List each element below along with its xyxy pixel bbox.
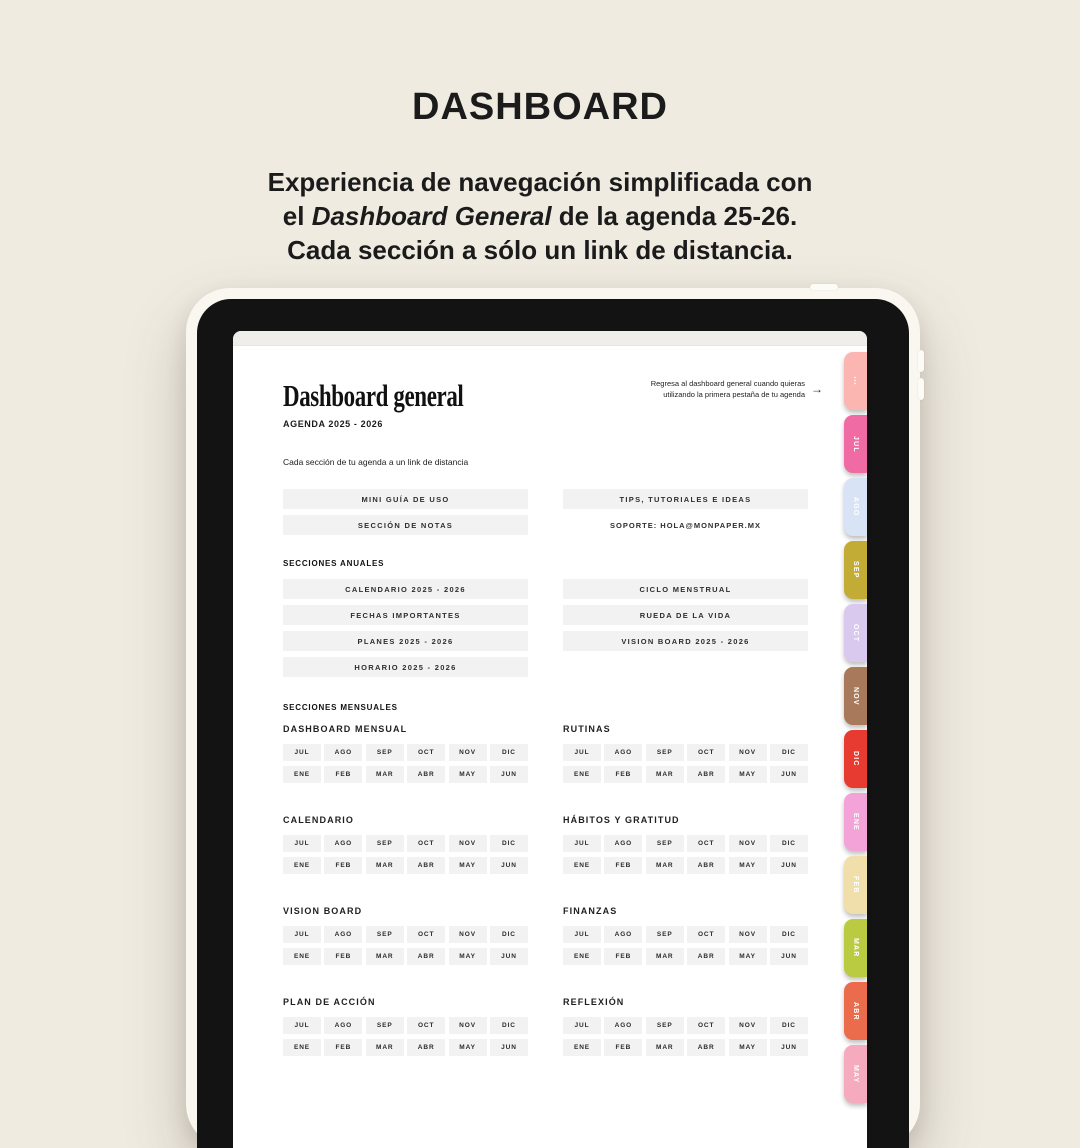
monthly-sections: [283, 724, 867, 1056]
month-link-oct[interactable]: OCT: [407, 835, 445, 852]
month-link-jun[interactable]: JUN: [490, 766, 528, 783]
side-tabs: [844, 352, 867, 1103]
tips-tutoriales-button[interactable]: TIPS, TUTORIALES E IDEAS: [563, 489, 808, 509]
tab-label-dashboard: ⋯: [850, 375, 861, 387]
month-link-ago[interactable]: AGO: [604, 744, 642, 761]
month-link-oct[interactable]: OCT: [687, 835, 725, 852]
month-link-oct[interactable]: OCT: [687, 926, 725, 943]
month-link-jul[interactable]: JUL: [283, 926, 321, 943]
month-link-abr[interactable]: ABR: [407, 948, 445, 965]
tab-nov[interactable]: [844, 667, 867, 725]
month-link-may[interactable]: MAY: [449, 857, 487, 874]
poster-subtitle-line2-pre: el: [282, 201, 312, 231]
annual-links: [283, 579, 867, 677]
month-grid-vision-board: [283, 926, 528, 965]
month-grid-habitos-y-gratitud: [563, 835, 808, 874]
poster-subtitle-line2-post: de la agenda 25-26.: [551, 201, 798, 231]
tab-label-abr: ABR: [852, 1001, 859, 1021]
tab-label-sep: SEP: [852, 561, 859, 579]
month-link-nov[interactable]: NOV: [449, 835, 487, 852]
month-link-dic[interactable]: DIC: [770, 835, 808, 852]
dashboard-page: [233, 346, 867, 1096]
tab-mar[interactable]: [844, 919, 867, 977]
tab-label-oct: OCT: [852, 623, 859, 643]
monthly-section-title: REFLEXIÓN: [563, 997, 625, 1007]
month-link-nov[interactable]: NOV: [729, 744, 767, 761]
monthly-heading: SECCIONES MENSUALES: [283, 703, 398, 712]
annual-heading: SECCIONES ANUALES: [283, 559, 385, 568]
month-link-mar[interactable]: MAR: [646, 948, 684, 965]
month-link-jun[interactable]: JUN: [770, 766, 808, 783]
tab-sep[interactable]: [844, 541, 867, 599]
tab-ene[interactable]: [844, 793, 867, 851]
monthly-section-title: PLAN DE ACCIÓN: [283, 997, 376, 1007]
tab-label-jul: JUL: [852, 435, 859, 453]
tab-ago[interactable]: [844, 478, 867, 536]
month-link-ene[interactable]: ENE: [283, 948, 321, 965]
month-link-ago[interactable]: AGO: [324, 1017, 362, 1034]
nav-note-line2: utilizando la primera pestaña de tu agenda: [663, 390, 805, 399]
month-link-sep[interactable]: SEP: [646, 926, 684, 943]
month-link-sep[interactable]: SEP: [366, 1017, 404, 1034]
month-link-jun[interactable]: JUN: [490, 948, 528, 965]
month-link-may[interactable]: MAY: [729, 857, 767, 874]
tablet-volume-down-button: [918, 378, 924, 400]
tab-label-may: MAY: [852, 1064, 859, 1084]
month-link-nov[interactable]: NOV: [729, 1017, 767, 1034]
tablet-volume-up-button: [918, 350, 924, 372]
monthly-section-title: HÁBITOS Y GRATITUD: [563, 815, 680, 825]
tab-oct[interactable]: [844, 604, 867, 662]
month-link-mar[interactable]: MAR: [646, 766, 684, 783]
quick-links-left: [283, 489, 528, 535]
month-link-ago[interactable]: AGO: [324, 926, 362, 943]
screen-topbar: [233, 331, 867, 346]
month-link-feb[interactable]: FEB: [604, 1039, 642, 1056]
tab-label-ago: AGO: [852, 497, 859, 517]
month-link-sep[interactable]: SEP: [366, 926, 404, 943]
month-link-jun[interactable]: JUN: [490, 1039, 528, 1056]
planes-2025-2026-button[interactable]: PLANES 2025 - 2026: [283, 631, 528, 651]
month-grid-dashboard-mensual: [283, 744, 528, 783]
monthly-section-title: CALENDARIO: [283, 815, 354, 825]
month-link-sep[interactable]: SEP: [646, 835, 684, 852]
tab-abr[interactable]: [844, 982, 867, 1040]
month-link-abr[interactable]: ABR: [687, 766, 725, 783]
month-link-oct[interactable]: OCT: [687, 1017, 725, 1034]
tablet-mockup: [186, 288, 920, 1148]
month-grid-calendario: [283, 835, 528, 874]
month-link-sep[interactable]: SEP: [646, 744, 684, 761]
month-link-may[interactable]: MAY: [449, 766, 487, 783]
month-link-jul[interactable]: JUL: [563, 744, 601, 761]
support-text: SOPORTE: HOLA@MONPAPER.MX: [610, 520, 761, 530]
month-link-mar[interactable]: MAR: [366, 1039, 404, 1056]
calendario-2025-2026-button[interactable]: CALENDARIO 2025 - 2026: [283, 579, 528, 599]
tablet-power-button: [810, 284, 838, 290]
month-link-ene[interactable]: ENE: [283, 857, 321, 874]
month-link-feb[interactable]: FEB: [324, 857, 362, 874]
month-link-mar[interactable]: MAR: [646, 857, 684, 874]
month-link-oct[interactable]: OCT: [407, 744, 445, 761]
month-link-ene[interactable]: ENE: [283, 1039, 321, 1056]
month-link-feb[interactable]: FEB: [324, 1039, 362, 1056]
month-link-ago[interactable]: AGO: [324, 835, 362, 852]
month-link-sep[interactable]: SEP: [366, 835, 404, 852]
annual-links-left: [283, 579, 528, 677]
tab-label-mar: MAR: [852, 938, 859, 958]
monthly-section-rutinas: [563, 724, 808, 783]
tab-feb[interactable]: [844, 856, 867, 914]
tab-label-dic: DIC: [852, 751, 859, 767]
page-subtitle: AGENDA 2025 - 2026: [283, 419, 384, 429]
month-link-dic[interactable]: DIC: [770, 926, 808, 943]
poster-subtitle: [0, 165, 1080, 267]
month-link-may[interactable]: MAY: [729, 948, 767, 965]
month-link-may[interactable]: MAY: [729, 1039, 767, 1056]
monthly-section-title: DASHBOARD MENSUAL: [283, 724, 408, 734]
tab-dic[interactable]: [844, 730, 867, 788]
month-link-dic[interactable]: DIC: [770, 744, 808, 761]
tablet-screen: [233, 331, 867, 1148]
tab-may[interactable]: [844, 1045, 867, 1103]
tablet-bezel: [197, 299, 909, 1148]
month-link-feb[interactable]: FEB: [604, 948, 642, 965]
poster-header: [0, 0, 1080, 267]
month-link-sep[interactable]: SEP: [646, 1017, 684, 1034]
month-link-abr[interactable]: ABR: [687, 948, 725, 965]
monthly-section-title: VISION BOARD: [283, 906, 363, 916]
month-link-jun[interactable]: JUN: [770, 1039, 808, 1056]
ciclo-menstrual-button[interactable]: CICLO MENSTRUAL: [563, 579, 808, 599]
nav-note-line1: Regresa al dashboard general cuando quieras: [650, 379, 805, 388]
month-link-jul[interactable]: JUL: [563, 835, 601, 852]
quick-links-right: [563, 489, 808, 535]
poster-subtitle-line2: [0, 199, 1080, 233]
month-link-ene[interactable]: ENE: [283, 766, 321, 783]
month-link-sep[interactable]: SEP: [366, 744, 404, 761]
month-link-may[interactable]: MAY: [729, 766, 767, 783]
month-link-jun[interactable]: JUN: [490, 857, 528, 874]
annual-links-right: [563, 579, 808, 677]
month-link-jul[interactable]: JUL: [563, 1017, 601, 1034]
month-link-feb[interactable]: FEB: [324, 948, 362, 965]
monthly-section-reflexion: [563, 997, 808, 1056]
quick-links: [283, 489, 867, 535]
month-link-may[interactable]: MAY: [449, 948, 487, 965]
monthly-section-calendario: [283, 815, 528, 874]
monthly-section-dashboard-mensual: [283, 724, 528, 783]
month-link-feb[interactable]: FEB: [604, 766, 642, 783]
monthly-section-title: RUTINAS: [563, 724, 611, 734]
horario-2025-2026-button[interactable]: HORARIO 2025 - 2026: [283, 657, 528, 677]
intro-text: Cada sección de tu agenda a un link de distancia: [283, 457, 469, 467]
month-link-jun[interactable]: JUN: [770, 857, 808, 874]
month-link-ago[interactable]: AGO: [604, 1017, 642, 1034]
month-link-abr[interactable]: ABR: [407, 766, 445, 783]
month-link-jul[interactable]: JUL: [283, 835, 321, 852]
month-grid-finanzas: [563, 926, 808, 965]
month-link-mar[interactable]: MAR: [366, 857, 404, 874]
nav-note-text: [651, 378, 805, 400]
month-link-nov[interactable]: NOV: [729, 926, 767, 943]
month-link-mar[interactable]: MAR: [646, 1039, 684, 1056]
month-link-nov[interactable]: NOV: [729, 835, 767, 852]
month-link-ene[interactable]: ENE: [563, 857, 601, 874]
arrow-right-icon: →: [811, 382, 823, 396]
vision-board-2025-2026-button[interactable]: VISION BOARD 2025 - 2026: [563, 631, 808, 651]
month-link-abr[interactable]: ABR: [687, 1039, 725, 1056]
tab-label-feb: FEB: [852, 876, 859, 894]
month-link-ene[interactable]: ENE: [563, 1039, 601, 1056]
page-title: Dashboard general: [283, 378, 464, 413]
monthly-section-plan-de-accion: [283, 997, 528, 1056]
month-grid-plan-de-accion: [283, 1017, 528, 1056]
poster-subtitle-line2-italic: Dashboard General: [311, 201, 552, 231]
month-link-ago[interactable]: AGO: [604, 835, 642, 852]
month-link-oct[interactable]: OCT: [687, 744, 725, 761]
month-link-dic[interactable]: DIC: [770, 1017, 808, 1034]
month-grid-rutinas: [563, 744, 808, 783]
month-link-nov[interactable]: NOV: [449, 744, 487, 761]
month-link-mar[interactable]: MAR: [366, 948, 404, 965]
fechas-importantes-button[interactable]: FECHAS IMPORTANTES: [283, 605, 528, 625]
month-link-jul[interactable]: JUL: [283, 744, 321, 761]
monthly-section-habitos-y-gratitud: [563, 815, 808, 874]
month-link-ene[interactable]: ENE: [563, 948, 601, 965]
month-link-ago[interactable]: AGO: [604, 926, 642, 943]
monthly-section-finanzas: [563, 906, 808, 965]
mini-guia-de-uso-button[interactable]: MINI GUÍA DE USO: [283, 489, 528, 509]
tab-jul[interactable]: [844, 415, 867, 473]
month-link-abr[interactable]: ABR: [407, 857, 445, 874]
month-link-abr[interactable]: ABR: [407, 1039, 445, 1056]
month-link-dic[interactable]: DIC: [490, 926, 528, 943]
tab-label-ene: ENE: [852, 813, 859, 831]
month-link-ene[interactable]: ENE: [563, 766, 601, 783]
month-link-feb[interactable]: FEB: [324, 766, 362, 783]
month-link-jun[interactable]: JUN: [770, 948, 808, 965]
nav-note: [651, 378, 823, 400]
month-link-mar[interactable]: MAR: [366, 766, 404, 783]
month-link-oct[interactable]: OCT: [407, 1017, 445, 1034]
monthly-section-vision-board: [283, 906, 528, 965]
month-link-dic[interactable]: DIC: [490, 835, 528, 852]
month-grid-reflexion: [563, 1017, 808, 1056]
month-link-dic[interactable]: DIC: [490, 744, 528, 761]
rueda-de-la-vida-button[interactable]: RUEDA DE LA VIDA: [563, 605, 808, 625]
month-link-dic[interactable]: DIC: [490, 1017, 528, 1034]
tab-dashboard[interactable]: [844, 352, 867, 410]
tab-label-nov: NOV: [852, 686, 859, 706]
poster-subtitle-line1: Experiencia de navegación simplificada con: [267, 167, 813, 197]
month-link-may[interactable]: MAY: [449, 1039, 487, 1056]
month-link-jul[interactable]: JUL: [283, 1017, 321, 1034]
month-link-nov[interactable]: NOV: [449, 926, 487, 943]
poster-title: DASHBOARD: [412, 86, 668, 128]
month-link-feb[interactable]: FEB: [604, 857, 642, 874]
seccion-de-notas-button[interactable]: SECCIÓN DE NOTAS: [283, 515, 528, 535]
month-link-nov[interactable]: NOV: [449, 1017, 487, 1034]
monthly-section-title: FINANZAS: [563, 906, 618, 916]
month-link-oct[interactable]: OCT: [407, 926, 445, 943]
month-link-abr[interactable]: ABR: [687, 857, 725, 874]
month-link-jul[interactable]: JUL: [563, 926, 601, 943]
month-link-ago[interactable]: AGO: [324, 744, 362, 761]
poster-subtitle-line3: Cada sección a sólo un link de distancia.: [287, 235, 793, 265]
